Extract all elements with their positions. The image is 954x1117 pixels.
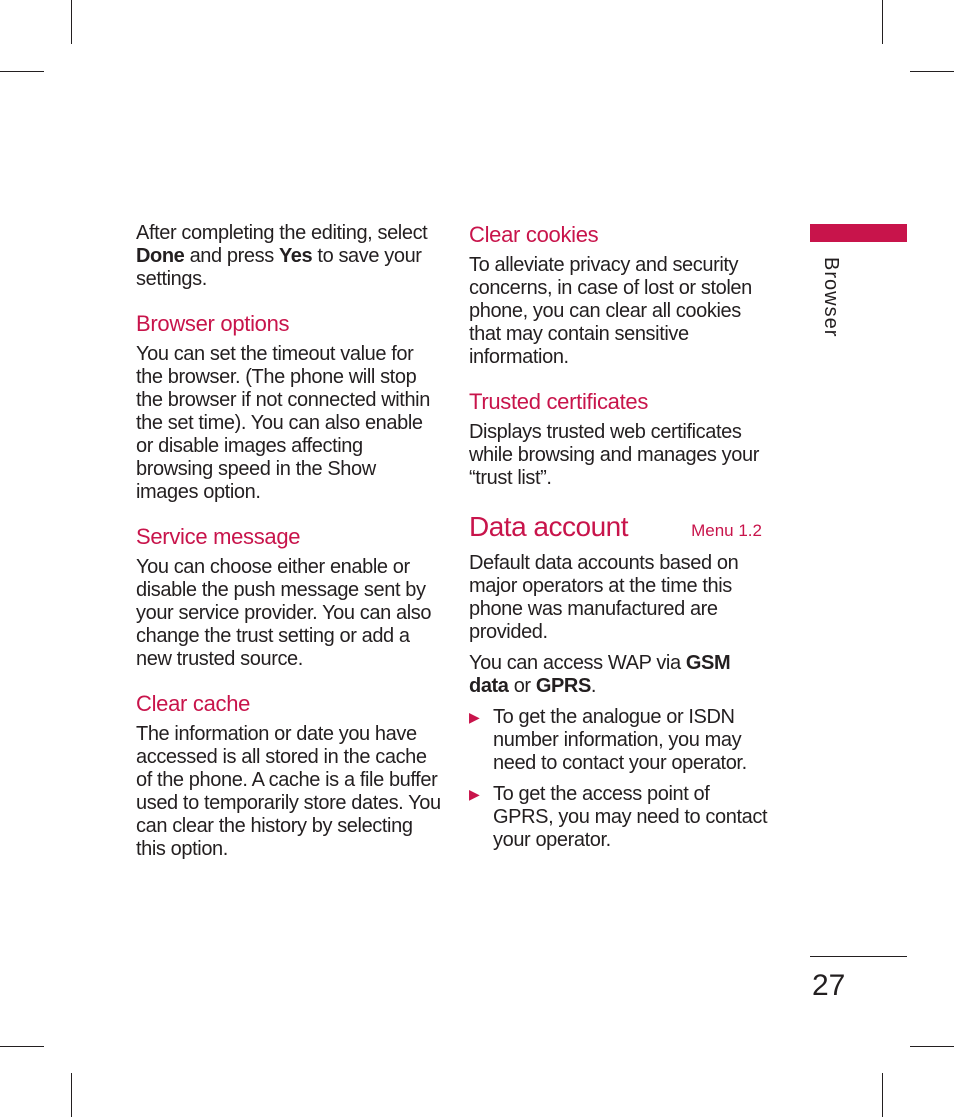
data-account-heading: Data account <box>469 511 628 542</box>
crop-mark <box>882 0 883 44</box>
bullet-text: To get the access point of GPRS, you may need to contact your operator. <box>493 783 768 851</box>
crop-mark <box>0 71 44 72</box>
yes-keyword: Yes <box>278 245 313 267</box>
crop-mark <box>0 1046 44 1047</box>
chapter-tab-bar <box>810 224 907 242</box>
crop-mark <box>910 1046 954 1047</box>
wap-access-paragraph: You can access WAP via GSM data or GPRS. <box>469 652 731 697</box>
chapter-tab-label: Browser <box>820 257 842 338</box>
gprs-keyword: GPRS <box>535 675 591 697</box>
crop-mark <box>882 1073 883 1117</box>
done-keyword: Done <box>136 245 185 267</box>
crop-mark <box>71 1073 72 1117</box>
intro-paragraph: After completing the editing, select Done and press Yes to save your settings. <box>136 222 428 290</box>
crop-mark <box>910 71 954 72</box>
clear-cookies-heading: Clear cookies <box>469 222 599 247</box>
data-account-header <box>469 510 762 544</box>
left-column <box>136 222 441 861</box>
right-column <box>469 222 774 852</box>
clear-cache-heading: Clear cache <box>136 691 251 716</box>
crop-mark <box>71 0 72 44</box>
right-triangle-icon: ▶ <box>469 709 480 725</box>
trusted-certificates-body: Displays trusted web certificates while browsing and manages your “trust list”. <box>469 421 759 489</box>
bullet-item <box>469 706 774 775</box>
clear-cookies-body: To alleviate privacy and security concerns, in case of lost or stolen phone, you can clear all cookies that may contain sensitive information. <box>469 254 752 368</box>
browser-options-body: You can set the timeout value for the browser. (The phone will stop the browser if not connected within the set time). You can also enable or disable images affecting browsing speed in the Show images option. <box>136 343 430 503</box>
clear-cache-body: The information or date you have accessed is all stored in the cache of the phone. A cache is a file buffer used to temporarily store dates. You can clear the history by selecting this option. <box>136 723 441 860</box>
bullet-item <box>469 783 774 852</box>
service-message-body: You can choose either enable or disable the push message sent by your service provider. You can also change the trust setting or add a new trusted source. <box>136 556 432 670</box>
bullet-text: To get the analogue or ISDN number information, you may need to contact your operator. <box>493 706 747 774</box>
menu-reference: Menu 1.2 <box>691 521 762 540</box>
browser-options-heading: Browser options <box>136 311 290 336</box>
right-triangle-icon: ▶ <box>469 786 480 802</box>
page-number: 27 <box>812 969 846 1002</box>
trusted-certificates-heading: Trusted certificates <box>469 389 649 414</box>
data-account-body: Default data accounts based on major operators at the time this phone was manufactured are provided. <box>469 552 739 643</box>
page-number-rule <box>810 956 907 957</box>
service-message-heading: Service message <box>136 524 301 549</box>
gsm-data-keyword: GSM data <box>469 652 731 697</box>
